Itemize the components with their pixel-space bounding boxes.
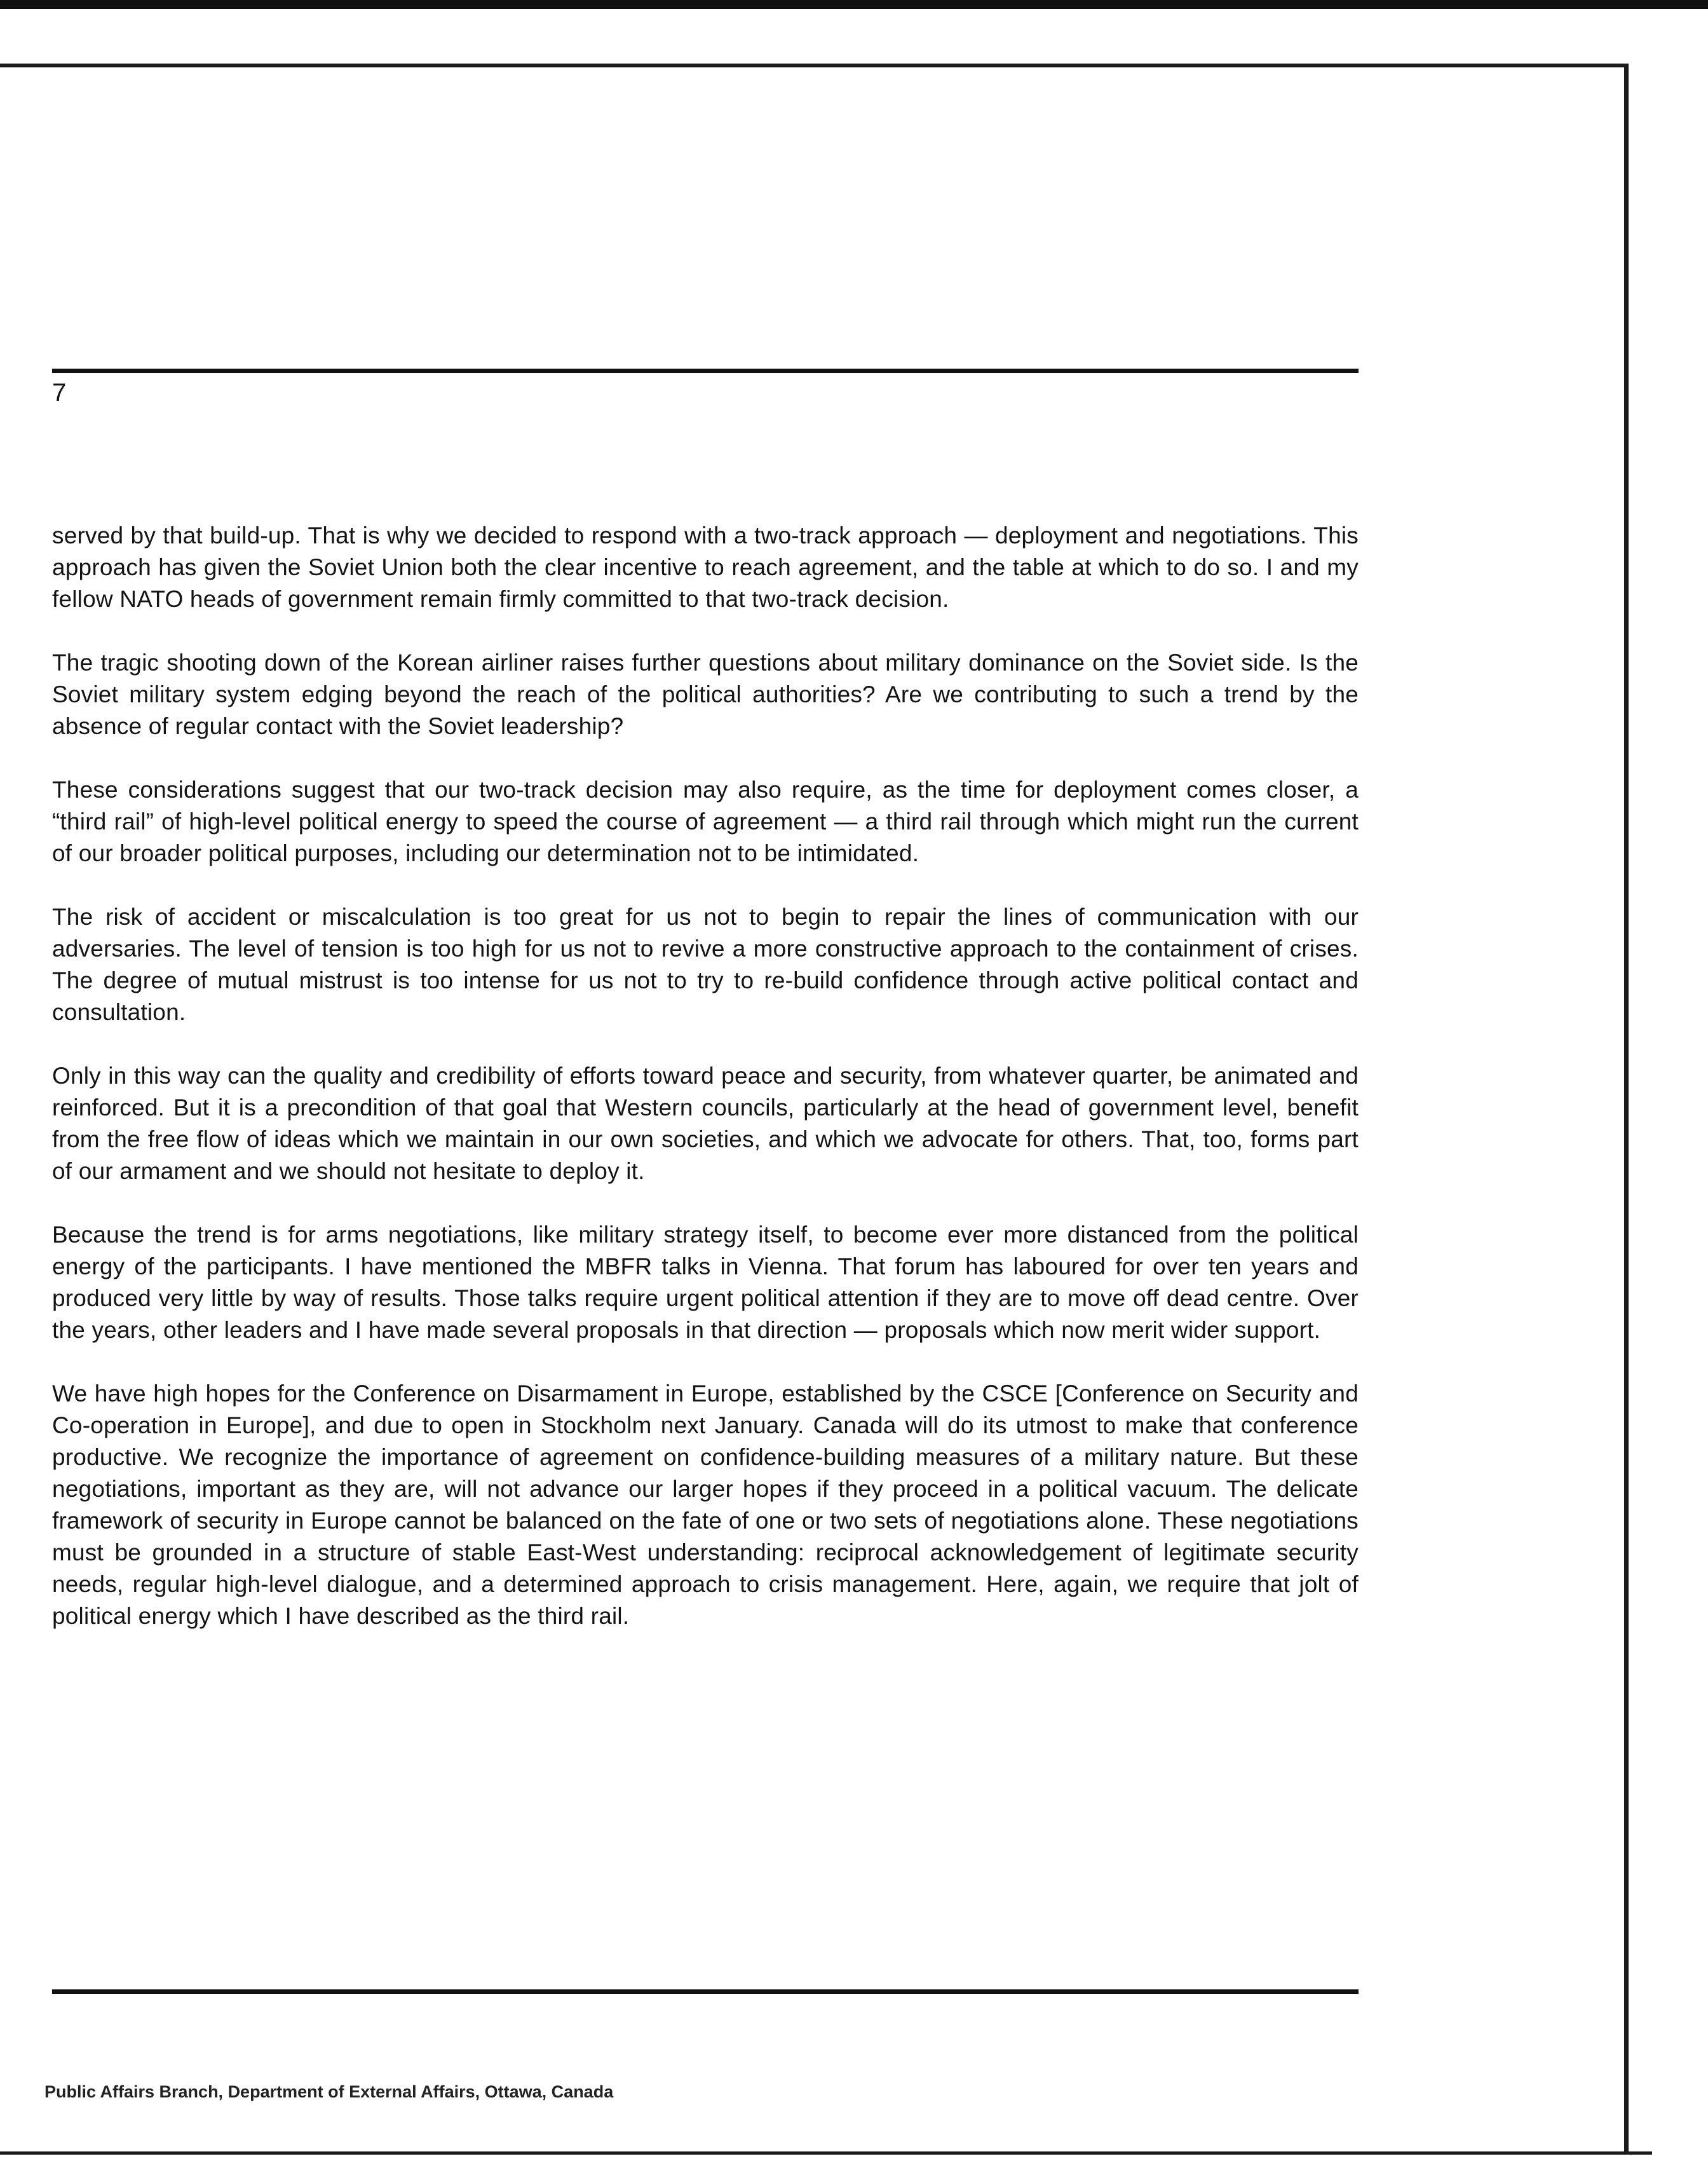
scan-top-border xyxy=(0,0,1708,9)
paragraph-5: Only in this way can the quality and credibility of efforts toward peace and security, from whatever quarter, be animated and reinforced. But it is a precondition of that goal that Western councils, particularly at the head of government level, benefit from the free flow of ideas which we maintain in our own societies, and which we advocate for others. That, too, forms part of our armament and we should not hesitate to deploy it. xyxy=(52,1063,1359,1184)
footer-rule xyxy=(52,1989,1359,1994)
scan-page-bottom-edge xyxy=(0,2151,1652,2155)
paragraph-3: These considerations suggest that our two-track decision may also require, as the time for deployment comes closer, a “third rail” of high-level political energy to speed the course of agreement — a third rail through which might run the current of our broader political purposes, including our determination not to be intimidated. xyxy=(52,777,1359,866)
header-rule xyxy=(52,369,1359,373)
page-number: 7 xyxy=(52,379,67,407)
paragraph-4: The risk of accident or miscalculation is too great for us not to begin to repair the lines of communication with our adversaries. The level of tension is too high for us not to revive a more constructive approach to the containment of crises. The degree of mutual mistrust is too intense for us not to try to re-build confidence through active political contact and consultation. xyxy=(52,904,1359,1025)
paragraph-2: The tragic shooting down of the Korean airliner raises further questions about military dominance on the Soviet side. Is the Soviet military system edging beyond the reach of the political authorities? Are we contributing to such a trend by the absence of regular contact with the Soviet leadership? xyxy=(52,650,1359,739)
paragraph-6: Because the trend is for arms negotiations, like military strategy itself, to become ever more distanced from the political energy of the participants. I have mentioned the MBFR talks in Vienna. That forum has laboured for over ten years and produced very little by way of results. Those talks require urgent political attention if they are to move off dead centre. Over the years, other leaders and I have made several proposals in that direction — proposals which now merit wider support. xyxy=(52,1222,1359,1343)
document-body xyxy=(52,520,1359,1664)
footer-text: Public Affairs Branch, Department of External Affairs, Ottawa, Canada xyxy=(44,2082,614,2101)
paragraph-1: served by that build-up. That is why we decided to respond with a two-track approach — deployment and negotiations. This approach has given the Soviet Union both the clear incentive to reach agreement, and the table at which to do so. I and my fellow NATO heads of government remain firmly committed to that two-track decision. xyxy=(52,522,1359,612)
scan-page-right-edge xyxy=(1624,64,1629,2155)
paragraph-7: We have high hopes for the Conference on Disarmament in Europe, established by the CSCE [Conference on Security and Co-operation in Europe], and due to open in Stockholm next January. Canada will do its utmost to make that conference productive. We recognize the importance of agreement on confidence-building measures of a military nature. But these negotiations, important as they are, will not advance our larger hopes if they proceed in a political vacuum. The delicate framework of security in Europe cannot be balanced on the fate of one or two sets of negotiations alone. These negotiations must be grounded in a structure of stable East-West understanding: reciprocal acknowledgement of legitimate security needs, regular high-level dialogue, and a determined approach to crisis management. Here, again, we require that jolt of political energy which I have described as the third rail. xyxy=(52,1380,1359,1629)
scan-page-top-edge xyxy=(0,64,1627,67)
